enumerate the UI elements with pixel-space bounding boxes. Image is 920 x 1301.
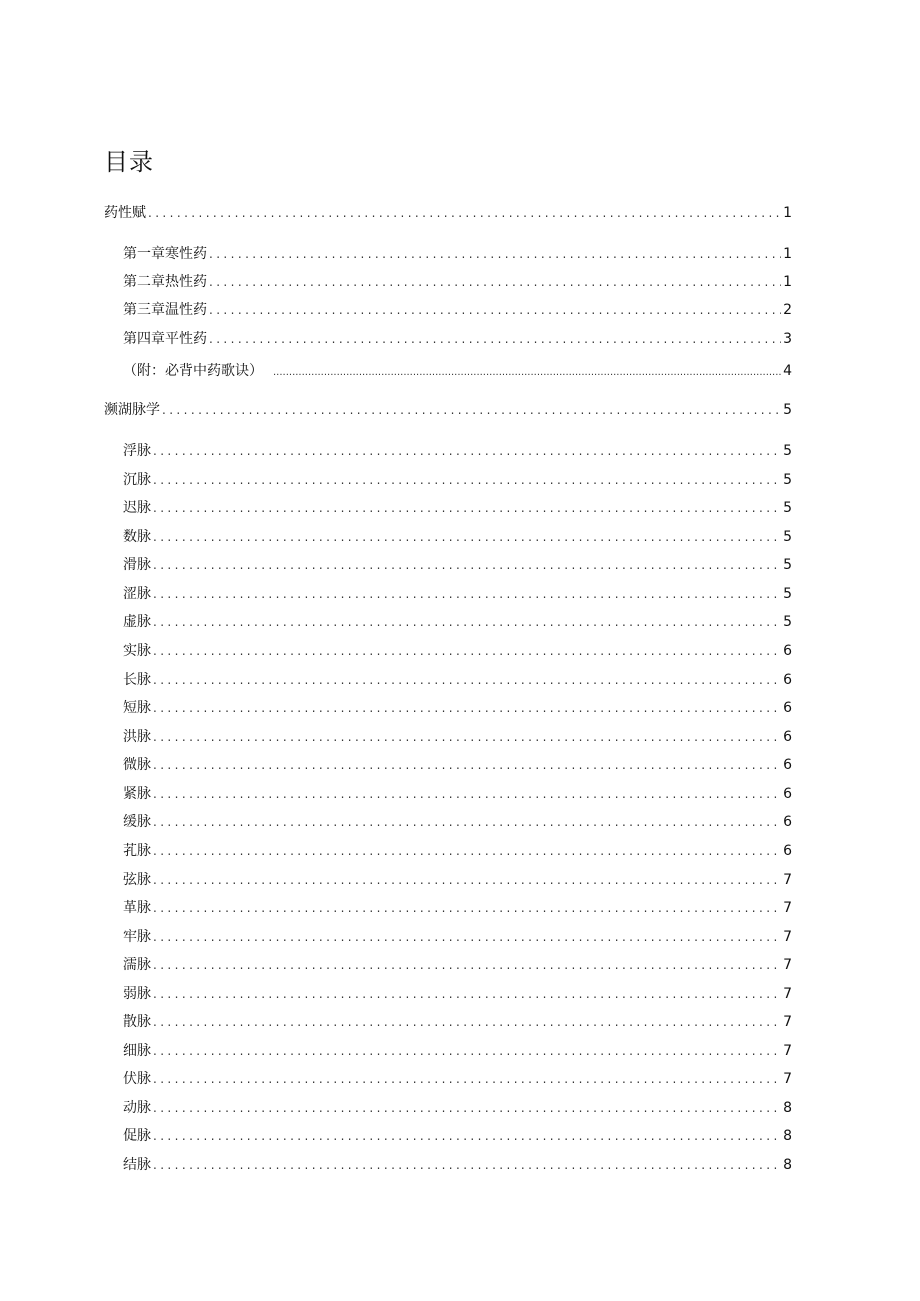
toc-entry-label: 弦脉	[123, 872, 151, 888]
toc-dot-leader	[153, 612, 781, 632]
toc-entry[interactable]	[123, 641, 792, 661]
toc-entry-label: 滑脉	[123, 557, 151, 573]
toc-page-number: 7	[783, 1043, 792, 1059]
toc-entry[interactable]	[123, 244, 792, 264]
toc-dot-leader	[209, 329, 781, 349]
toc-page-number: 8	[783, 1100, 792, 1116]
toc-dot-leader	[153, 641, 781, 661]
toc-dot-leader	[162, 400, 781, 420]
toc-entry-label: 洪脉	[123, 729, 151, 745]
toc-dot-leader	[153, 812, 781, 832]
toc-page-number: 6	[783, 729, 792, 745]
toc-entry[interactable]	[123, 1069, 792, 1089]
toc-page-number: 1	[783, 205, 792, 221]
toc-entry[interactable]	[123, 361, 792, 381]
toc-entry[interactable]	[123, 698, 792, 718]
toc-page-number: 6	[783, 672, 792, 688]
toc-entry-label: 微脉	[123, 757, 151, 773]
toc-entry-label: 第一章寒性药	[123, 246, 207, 262]
toc-entry[interactable]	[123, 812, 792, 832]
toc-page-number: 6	[783, 814, 792, 830]
toc-entry[interactable]	[123, 498, 792, 518]
toc-entry[interactable]	[123, 555, 792, 575]
toc-section-label: 药性赋	[104, 205, 146, 221]
toc-page-number: 5	[783, 500, 792, 516]
toc-entry[interactable]	[123, 841, 792, 861]
toc-entry[interactable]	[123, 784, 792, 804]
toc-entry-label: 动脉	[123, 1100, 151, 1116]
toc-dot-leader	[153, 1098, 781, 1118]
toc-entry[interactable]	[123, 1155, 792, 1175]
toc-page-number: 2	[783, 302, 792, 318]
toc-page-number: 8	[783, 1128, 792, 1144]
toc-entry[interactable]	[123, 898, 792, 918]
toc-dot-leader	[153, 1126, 781, 1146]
toc-dot-leader	[153, 670, 781, 690]
toc-entry[interactable]	[123, 527, 792, 547]
toc-page-number: 5	[783, 557, 792, 573]
toc-page-number: 6	[783, 786, 792, 802]
page-title: 目录	[104, 148, 154, 176]
toc-entry-label: 第四章平性药	[123, 331, 207, 347]
toc-page-number: 7	[783, 872, 792, 888]
toc-dot-leader	[153, 441, 781, 461]
toc-page-number: 5	[783, 472, 792, 488]
toc-page-number: 7	[783, 900, 792, 916]
toc-entry[interactable]	[123, 755, 792, 775]
toc-entry-label: 结脉	[123, 1157, 151, 1173]
toc-dot-leader	[153, 898, 781, 918]
toc-section[interactable]	[104, 400, 792, 420]
toc-entry-label: 紧脉	[123, 786, 151, 802]
toc-dot-leader	[153, 784, 781, 804]
toc-dot-leader	[209, 300, 781, 320]
toc-dot-leader	[153, 498, 781, 518]
toc-entry-label: 芤脉	[123, 843, 151, 859]
toc-dot-leader	[153, 470, 781, 490]
toc-section[interactable]	[104, 203, 792, 223]
toc-entry[interactable]	[123, 670, 792, 690]
toc-entry[interactable]	[123, 984, 792, 1004]
toc-dot-leader	[153, 1041, 781, 1061]
toc-page-number: 6	[783, 643, 792, 659]
toc-entry-label: 革脉	[123, 900, 151, 916]
toc-entry[interactable]	[123, 927, 792, 947]
toc-entry-label: 沉脉	[123, 472, 151, 488]
toc-entry-label: 细脉	[123, 1043, 151, 1059]
toc-entry-label: 第三章温性药	[123, 302, 207, 318]
toc-dot-leader	[153, 955, 781, 975]
toc-entry-label: 第二章热性药	[123, 274, 207, 290]
toc-dot-leader	[153, 1155, 781, 1175]
toc-page-number: 5	[783, 402, 792, 418]
toc-entry-label: 短脉	[123, 700, 151, 716]
toc-entry-label: 虚脉	[123, 614, 151, 630]
toc-page-number: 6	[783, 757, 792, 773]
toc-page-number: 1	[783, 246, 792, 262]
toc-entry-label: 实脉	[123, 643, 151, 659]
toc-entry-label: 牢脉	[123, 929, 151, 945]
toc-entry[interactable]	[123, 1098, 792, 1118]
toc-entry-label: 缓脉	[123, 814, 151, 830]
toc-page-number: 5	[783, 586, 792, 602]
toc-dot-leader	[209, 272, 781, 292]
toc-page-number: 7	[783, 957, 792, 973]
toc-page-number: 3	[783, 331, 792, 347]
toc-entry-label: 数脉	[123, 529, 151, 545]
toc-page-number: 8	[783, 1157, 792, 1173]
toc-entry[interactable]	[123, 955, 792, 975]
toc-entry[interactable]	[123, 1126, 792, 1146]
toc-entry-label: 弱脉	[123, 986, 151, 1002]
toc-entry-label: 涩脉	[123, 586, 151, 602]
toc-entry-label: 伏脉	[123, 1071, 151, 1087]
toc-entry[interactable]	[123, 727, 792, 747]
toc-entry-label: 长脉	[123, 672, 151, 688]
toc-entry[interactable]	[123, 612, 792, 632]
toc-page-number: 5	[783, 529, 792, 545]
toc-dot-leader	[153, 698, 781, 718]
toc-dot-leader	[153, 841, 781, 861]
toc-page-number: 6	[783, 700, 792, 716]
toc-dot-leader	[153, 555, 781, 575]
toc-entry[interactable]	[123, 441, 792, 461]
toc-entry[interactable]	[123, 300, 792, 320]
toc-page-number: 7	[783, 929, 792, 945]
toc-dot-leader	[148, 203, 781, 223]
toc-dot-leader	[153, 1069, 781, 1089]
toc-dot-leader	[153, 927, 781, 947]
toc-entry[interactable]	[123, 584, 792, 604]
toc-dot-leader	[153, 870, 781, 890]
toc-entry[interactable]	[123, 329, 792, 349]
toc-dot-leader	[153, 584, 781, 604]
toc-dot-leader	[153, 527, 781, 547]
toc-entry[interactable]	[123, 870, 792, 890]
toc-entry-label: 促脉	[123, 1128, 151, 1144]
toc-dot-leader	[273, 363, 781, 383]
toc-entry-label: 迟脉	[123, 500, 151, 516]
toc-page-number: 6	[783, 843, 792, 859]
toc-dot-leader	[153, 984, 781, 1004]
toc-dot-leader	[209, 244, 781, 264]
toc-entry[interactable]	[123, 272, 792, 292]
toc-entry-label: 浮脉	[123, 443, 151, 459]
toc-dot-leader	[153, 727, 781, 747]
toc-entry[interactable]	[123, 470, 792, 490]
toc-entry[interactable]	[123, 1012, 792, 1032]
toc-page-number: 7	[783, 986, 792, 1002]
toc-page-number: 7	[783, 1071, 792, 1087]
toc-entry-label: 散脉	[123, 1014, 151, 1030]
toc-page-number: 7	[783, 1014, 792, 1030]
toc-section-label: 濒湖脉学	[104, 402, 160, 418]
toc-dot-leader	[153, 1012, 781, 1032]
toc-page-number: 1	[783, 274, 792, 290]
toc-entry[interactable]	[123, 1041, 792, 1061]
toc-entry-label: 濡脉	[123, 957, 151, 973]
toc-dot-leader	[153, 755, 781, 775]
toc-entry-label: （附：必背中药歌诀）	[123, 363, 263, 379]
toc-page-number: 5	[783, 443, 792, 459]
toc-page-number: 5	[783, 614, 792, 630]
toc-page-number: 4	[783, 363, 792, 379]
